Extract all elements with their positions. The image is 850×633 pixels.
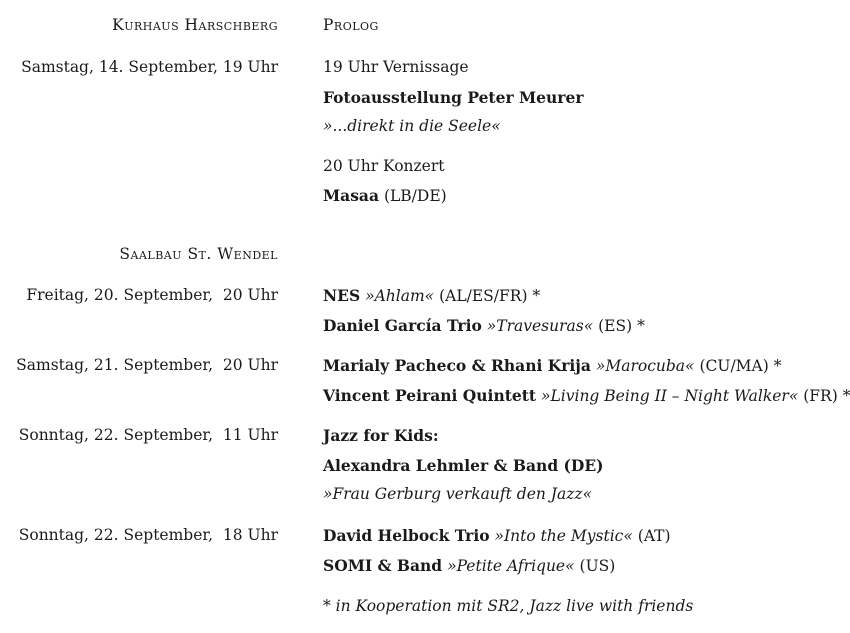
act-name: Masaa bbox=[323, 186, 380, 205]
footnote-text: * in Kooperation mit SR2, Jazz live with friends bbox=[323, 597, 694, 615]
date-text: Sonntag, 22. September, 11 Uhr bbox=[18, 426, 278, 444]
title-fotoausstellung bbox=[323, 88, 584, 107]
venue-kurhaus-harschberg: Kurhaus Harschberg bbox=[112, 16, 278, 34]
act-work: »Frau Gerburg verkauft den Jazz« bbox=[323, 485, 593, 503]
act-name: Jazz for Kids: bbox=[323, 426, 439, 445]
act-title: Fotoausstellung Peter Meurer bbox=[323, 88, 584, 107]
act-name: Vincent Peirani Quintett bbox=[323, 386, 537, 405]
act-name: SOMI & Band bbox=[323, 556, 443, 575]
act-work: »Into the Mystic« bbox=[494, 527, 633, 545]
date-text: Sonntag, 22. September, 18 Uhr bbox=[18, 526, 278, 544]
date-text: Freitag, 20. September, 20 Uhr bbox=[26, 286, 278, 304]
act-work: »Living Being II – Night Walker« bbox=[541, 387, 799, 405]
date-sun-22-18 bbox=[19, 526, 278, 544]
act-origin: (AT) bbox=[637, 527, 671, 545]
date-text: Samstag, 21. September, 20 Uhr bbox=[16, 356, 278, 374]
date-sun-22-11 bbox=[19, 426, 278, 444]
act-daniel-garcia-trio bbox=[323, 316, 645, 335]
act-origin: (FR) * bbox=[803, 387, 850, 405]
act-david-helbock-trio bbox=[323, 526, 671, 545]
act-jazz-for-kids bbox=[323, 426, 439, 445]
act-name: Daniel García Trio bbox=[323, 316, 482, 335]
act-name: NES bbox=[323, 286, 361, 305]
act-peirani-quintett bbox=[323, 386, 850, 405]
act-origin: (ES) * bbox=[598, 317, 645, 335]
act-origin: (CU/MA) * bbox=[699, 357, 782, 375]
act-work: »Travesuras« bbox=[486, 317, 594, 335]
act-lehmler-band bbox=[323, 456, 603, 475]
act-frau-gerburg bbox=[323, 485, 592, 503]
act-name: Marialy Pacheco & Rhani Krija bbox=[323, 356, 591, 375]
subtitle-seele bbox=[323, 117, 501, 135]
footnote bbox=[323, 597, 693, 615]
section-label-prolog: Prolog bbox=[323, 16, 379, 34]
act-work: »Marocuba« bbox=[595, 357, 695, 375]
act-work: »Ahlam« bbox=[365, 287, 435, 305]
venue-saalbau-st-wendel: Saalbau St. Wendel bbox=[119, 245, 278, 263]
act-nes bbox=[323, 286, 540, 305]
date-sat-21 bbox=[16, 356, 278, 374]
act-name: David Helbock Trio bbox=[323, 526, 490, 545]
act-work: »Petite Afrique« bbox=[447, 557, 575, 575]
time-vernissage: 19 Uhr Vernissage bbox=[323, 58, 469, 76]
time-konzert: 20 Uhr Konzert bbox=[323, 157, 445, 175]
act-pacheco-krija bbox=[323, 356, 781, 375]
act-name: Alexandra Lehmler & Band (DE) bbox=[323, 456, 604, 475]
act-somi-band bbox=[323, 556, 615, 575]
act-origin: (US) bbox=[579, 557, 616, 575]
act-origin: (AL/ES/FR) * bbox=[439, 287, 541, 305]
date-sat-14: Samstag, 14. September, 19 Uhr bbox=[21, 58, 278, 76]
act-masaa bbox=[323, 186, 447, 205]
date-fri-20 bbox=[26, 286, 278, 304]
act-origin: (LB/DE) bbox=[383, 187, 447, 205]
act-subtitle: »...direkt in die Seele« bbox=[323, 117, 501, 135]
